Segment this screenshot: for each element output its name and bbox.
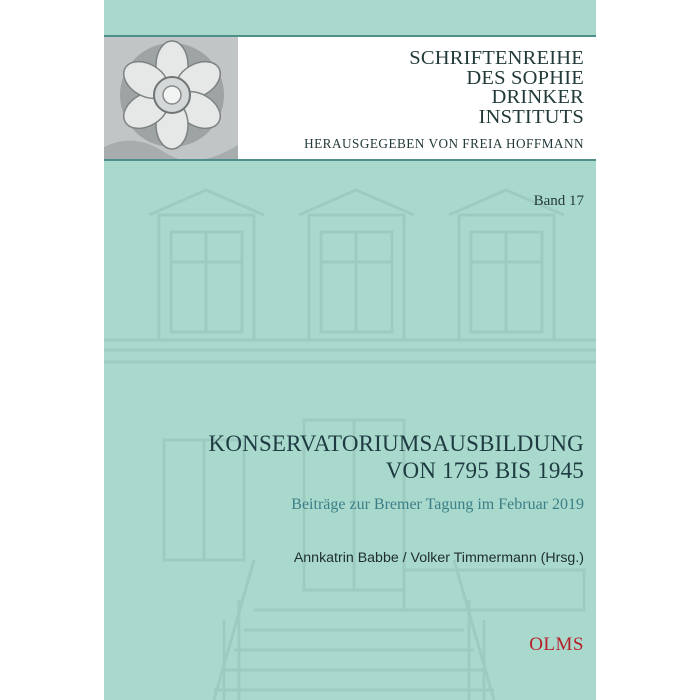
book-title-line: VON 1795 BIS 1945 [385,458,584,483]
book-title-line: KONSERVATORIUMSAUSBILDUNG [208,431,584,456]
header-bottom-rule [104,159,596,161]
series-title-line: SCHRIFTENREIHE [409,47,584,69]
rosette-ornament-image [104,37,238,159]
publisher-logo: OLMS [529,634,584,655]
series-editor: HERAUSGEGEBEN VON FREIA HOFFMANN [304,136,584,151]
series-title-line: INSTITUTS [478,105,584,128]
book-cover [104,0,596,700]
book-editors: Annkatrin Babbe / Volker Timmermann (Hrsg.) [293,550,584,566]
series-title [254,49,584,127]
book-subtitle: Beiträge zur Bremer Tagung im Februar 2019 [291,496,584,513]
series-title-line: DES SOPHIE [466,66,584,89]
volume-number: Band 17 [533,193,584,209]
book-title [144,430,584,484]
series-title-line: DRINKER [491,86,584,108]
